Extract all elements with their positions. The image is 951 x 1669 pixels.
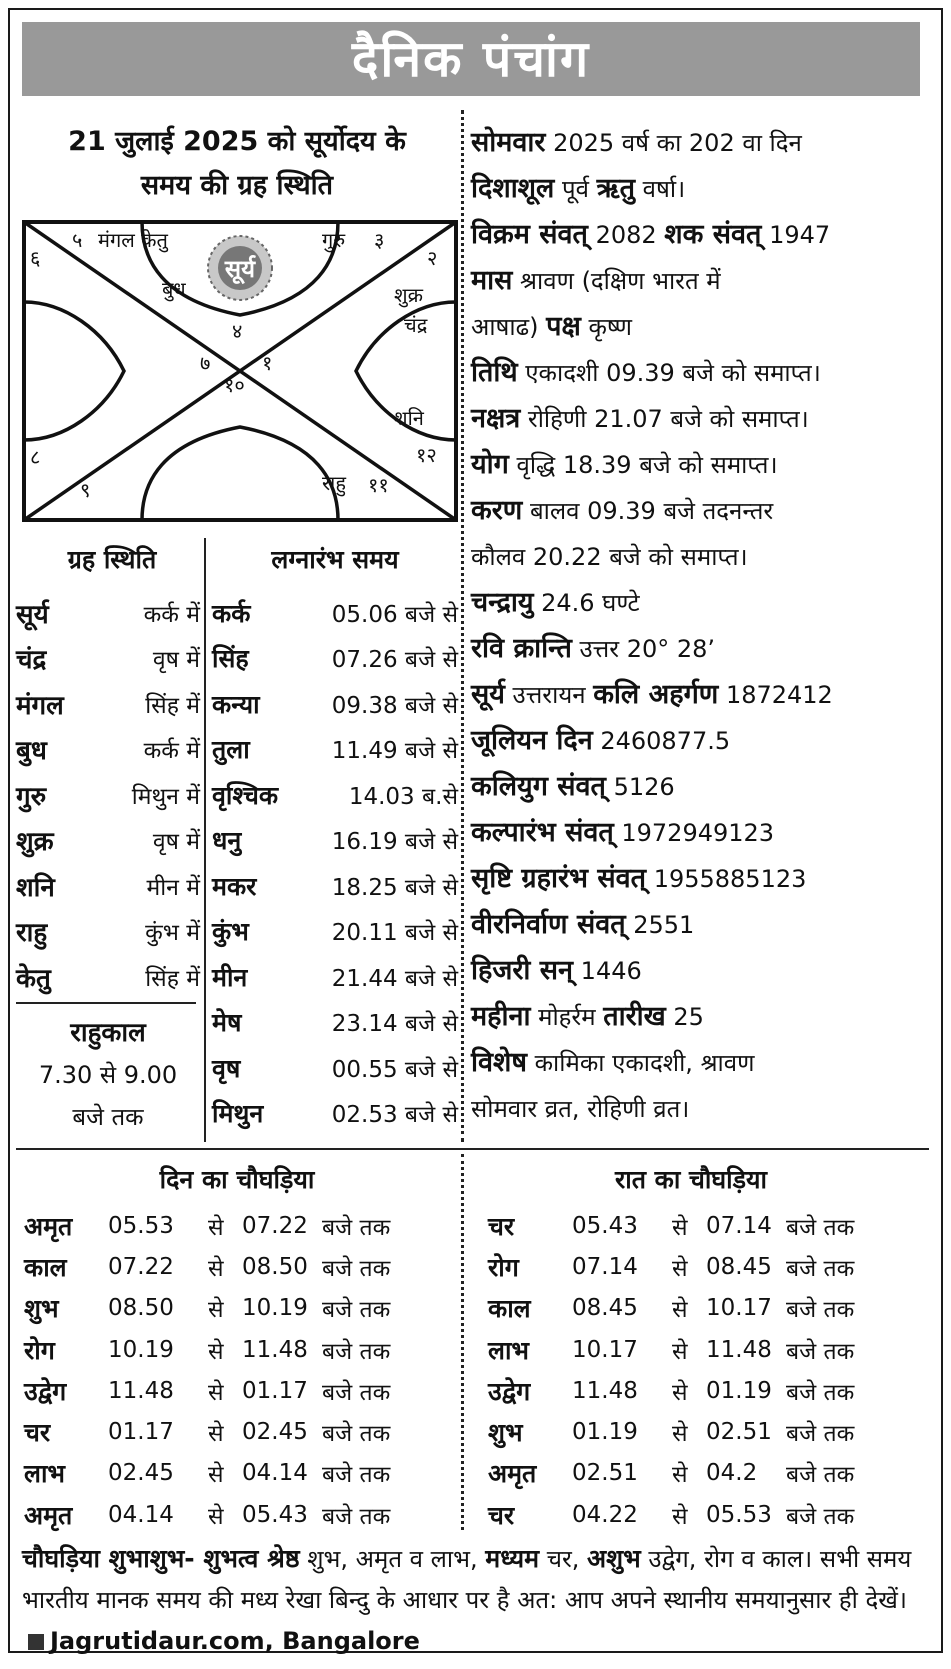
lagna-row: मकर 18.25 बजे से — [212, 871, 458, 901]
sun-label: सूर्य — [224, 255, 256, 283]
grah-row: बुध कर्क में — [16, 736, 200, 767]
h5-num: ५ — [72, 228, 83, 252]
lagna-row: कन्या 09.38 बजे से — [212, 689, 458, 719]
detail-line: जूलियन दिन 2460877.5 — [471, 725, 731, 756]
detail-line: योग वृद्धि 18.39 बजे को समाप्त। — [471, 449, 778, 480]
detail-line: सूर्य उत्तरायन कलि अहर्गण 1872412 — [471, 679, 833, 710]
chogadiya-row: लाभ 10.17 से 11.48 बजे तक — [488, 1335, 855, 1365]
detail-line: रवि क्रान्ति उत्तर 20° 28’ — [471, 633, 716, 664]
grah-row: मंगल सिंह में — [16, 690, 200, 721]
guru-label: गुरु — [322, 228, 346, 252]
lagna-row: मिथुन 02.53 बजे से — [212, 1099, 458, 1129]
chogadiya-divider — [16, 1148, 929, 1150]
chogadiya-row: चर 05.43 से 07.14 बजे तक — [488, 1211, 855, 1241]
grah-row: गुरु मिथुन में — [16, 781, 200, 812]
chogadiya-row: चर 01.17 से 02.45 बजे तक — [24, 1418, 391, 1448]
rahukaal-divider — [16, 1002, 196, 1004]
main-divider — [461, 110, 464, 1142]
rahukaal-box — [16, 1012, 200, 1138]
chogadiya-row: चर 04.22 से 05.53 बजे तक — [488, 1500, 855, 1530]
raat-chogadiya-heading: रात का चौघड़िया — [615, 1165, 767, 1194]
h7-num: ७ — [200, 351, 211, 375]
detail-line: दिशाशूल पूर्व ऋतु वर्षा। — [471, 173, 686, 204]
shukra-label: शुक्र — [394, 283, 423, 307]
lagna-row: कुंभ 20.11 बजे से — [212, 917, 458, 947]
grah-heading: ग्रह स्थिति — [67, 545, 157, 574]
h1-num: १ — [262, 351, 273, 375]
chogadiya-row: रोग 07.14 से 08.45 बजे तक — [488, 1252, 855, 1282]
chogadiya-row: अमृत 02.51 से 04.2 बजे तक — [488, 1459, 855, 1489]
detail-line: हिजरी सन् 1446 — [471, 955, 642, 986]
detail-line: विशेष कामिका एकादशी, श्रावण — [471, 1047, 755, 1078]
detail-line: आषाढ) पक्ष कृष्ण — [471, 311, 632, 342]
detail-line: सोमवार 2025 वर्ष का 202 वा दिन — [471, 127, 802, 158]
chogadiya-col-divider — [461, 1154, 464, 1530]
din-chogadiya-heading: दिन का चौघड़िया — [159, 1165, 315, 1194]
h2-num: २ — [427, 246, 438, 270]
detail-line: कल्पारंभ संवत् 1972949123 — [471, 817, 775, 848]
mangal-ketu-label: मंगल केतु — [98, 228, 168, 252]
lagna-list — [212, 590, 458, 1136]
grah-row: चंद्र वृष में — [16, 645, 200, 676]
grah-row: शनि मीन में — [16, 872, 200, 903]
detail-line: वीरनिर्वाण संवत् 2551 — [471, 909, 695, 940]
detail-line: करण बालव 09.39 बजे तदनन्तर — [471, 495, 774, 526]
chogadiya-row: रोग 10.19 से 11.48 बजे तक — [24, 1335, 391, 1365]
lagna-row: धनु 16.19 बजे से — [212, 826, 458, 856]
square-bullet-icon — [28, 1634, 44, 1650]
detail-line: महीना मोहर्रम तारीख 25 — [471, 1001, 704, 1032]
chogadiya-row: शुभ 08.50 से 10.19 बजे तक — [24, 1294, 391, 1324]
h3-num: ३ — [374, 228, 385, 252]
h10-num: १० — [224, 373, 245, 397]
chogadiya-row: उद्वेग 11.48 से 01.17 बजे तक — [24, 1376, 391, 1406]
rahukaal-time: 7.30 से 9.00 — [38, 1061, 178, 1089]
detail-line: विक्रम संवत् 2082 शक संवत् 1947 — [471, 219, 831, 250]
chogadiya-row: शुभ 01.19 से 02.51 बजे तक — [488, 1418, 855, 1448]
detail-line: तिथि एकादशी 09.39 बजे को समाप्त। — [471, 357, 821, 388]
grah-row: सूर्य कर्क में — [16, 599, 200, 630]
page-title: दैनिक पंचांग — [22, 22, 920, 96]
kundli-chart — [22, 220, 458, 522]
lagna-row: तुला 11.49 बजे से — [212, 735, 458, 765]
detail-line: नक्षत्र रोहिणी 21.07 बजे को समाप्त। — [471, 403, 809, 434]
rahu-label: राहु — [322, 471, 346, 495]
din-chogadiya-list — [24, 1205, 390, 1535]
grah-divider — [204, 538, 206, 1142]
chogadiya-row: लाभ 02.45 से 04.14 बजे तक — [24, 1459, 391, 1489]
grah-row: राहु कुंभ में — [16, 918, 200, 949]
detail-line: मास श्रावण (दक्षिण भारत में — [471, 265, 721, 296]
chandra-label: चंद्र — [404, 313, 428, 337]
grah-list — [16, 590, 200, 1000]
h11-num: ११ — [368, 473, 389, 497]
lagna-heading: लग्नारंभ समय — [271, 545, 399, 574]
rahukaal-title: राहुकाल — [70, 1018, 146, 1048]
detail-line: कौलव 20.22 बजे को समाप्त। — [471, 543, 748, 571]
chogadiya-row: अमृत 04.14 से 05.43 बजे तक — [24, 1500, 391, 1530]
grah-row: शुक्र वृष में — [16, 827, 200, 858]
rahukaal-suffix: बजे तक — [72, 1103, 144, 1131]
chogadiya-row: उद्वेग 11.48 से 01.19 बजे तक — [488, 1376, 855, 1406]
panchang-details — [471, 120, 941, 1132]
chogadiya-row: काल 08.45 से 10.17 बजे तक — [488, 1294, 855, 1324]
budh-label: बुध — [162, 277, 186, 301]
chogadiya-row: काल 07.22 से 08.50 बजे तक — [24, 1252, 391, 1282]
lagna-row: सिंह 07.26 बजे से — [212, 644, 458, 674]
lagna-row: वृश्चिक 14.03 ब.से — [212, 780, 458, 810]
lagna-row: कर्क 05.06 बजे से — [212, 598, 458, 628]
detail-line: सृष्टि ग्रहारंभ संवत् 1955885123 — [471, 863, 807, 894]
lagna-row: वृष 00.55 बजे से — [212, 1053, 458, 1083]
chogadiya-row: अमृत 05.53 से 07.22 बजे तक — [24, 1211, 391, 1241]
h6-num: ६ — [30, 246, 41, 270]
grah-row: केतु सिंह में — [16, 963, 200, 994]
h12-num: १२ — [416, 443, 437, 467]
h9-num: ९ — [80, 478, 91, 502]
chart-title: 21 जुलाई 2025 को सूर्योदय के समय की ग्रह स्थिति — [68, 126, 406, 201]
detail-line: कलियुग संवत् 5126 — [471, 771, 675, 802]
raat-chogadiya-list — [488, 1205, 854, 1535]
footer-note: चौघड़िया शुभाशुभ- शुभत्व श्रेष्ठ शुभ, अमृत व लाभ, मध्यम चर, अशुभ उद्वेग, रोग व काल। सभी समय भारतीय मानक समय की मध्य रेखा बिन्दु के आधार पर है अत: आप अपने स्थानीय समयानुसार ही देखें।Jagrutidaur.com, Bangalore — [22, 1544, 912, 1655]
h4-num: ४ — [232, 319, 243, 343]
lagna-row: मीन 21.44 बजे से — [212, 962, 458, 992]
h8-num: ८ — [30, 445, 41, 469]
detail-line: चन्द्रायु 24.6 घण्टे — [471, 587, 640, 618]
shani-label: शनि — [394, 406, 424, 430]
detail-line: सोमवार व्रत, रोहिणी व्रत। — [471, 1095, 690, 1123]
panchang-page — [8, 8, 943, 1653]
sun-icon — [208, 236, 272, 300]
source-credit: Jagrutidaur.com, Bangalore — [50, 1627, 420, 1655]
lagna-row: मेष 23.14 बजे से — [212, 1008, 458, 1038]
